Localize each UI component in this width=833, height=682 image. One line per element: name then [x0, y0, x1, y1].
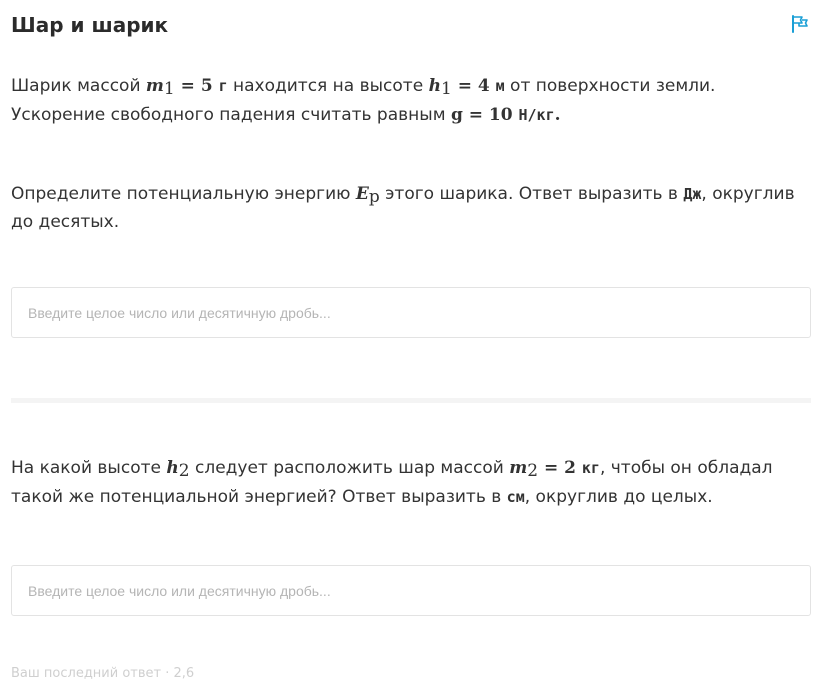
height1-unit: м [495, 77, 505, 95]
height1-variable: h [428, 76, 441, 96]
last-answer-note: Ваш последний ответ · 2,6 [11, 666, 195, 681]
mass1-subscript: 1 [163, 79, 175, 99]
text: , чтобы он обладал такой же потенциальной энергией? Ответ выразить в [11, 458, 773, 507]
energy-subscript: p [368, 187, 380, 207]
gravity-unit: Н/кг [518, 106, 555, 124]
text: , округлив до целых. [524, 487, 713, 507]
answer-1-input[interactable] [11, 287, 811, 338]
text: На какой высоте [11, 458, 167, 478]
text: этого шарика. Ответ выразить в [379, 184, 684, 204]
text: от поверхности земли. Ускорение свободного падения считать равным [11, 76, 716, 125]
mass2-subscript: 2 [527, 461, 539, 481]
question-1 [11, 180, 811, 236]
gravity-value: = 10 [462, 105, 519, 125]
height2-unit: см [506, 488, 525, 506]
task-title: Шар и шарик [11, 13, 169, 37]
section-divider [11, 398, 811, 403]
flag-icon[interactable] [790, 14, 810, 34]
mass2-value: = 2 [538, 458, 582, 478]
height2-subscript: 2 [178, 461, 190, 481]
mass2-variable: m [509, 458, 528, 478]
problem-statement [11, 72, 811, 130]
question-2 [11, 454, 811, 512]
height1-value: = 4 [451, 76, 496, 96]
text: находится на высоте [227, 76, 429, 96]
mass1-value: = 5 [174, 76, 219, 96]
text: , округлив до десятых. [11, 184, 795, 232]
height2-variable: h [166, 458, 179, 478]
text: . [554, 105, 561, 125]
mass1-unit: г [218, 77, 228, 95]
text: Шарик массой [11, 76, 146, 96]
energy-unit: Дж [683, 185, 702, 203]
answer-2-input[interactable] [11, 565, 811, 616]
height1-subscript: 1 [440, 79, 452, 99]
gravity-variable: g [450, 105, 463, 125]
text: следует расположить шар массой [189, 458, 510, 478]
mass2-unit: кг [581, 459, 600, 477]
energy-variable: E [355, 184, 369, 204]
text: Определите потенциальную энергию [11, 184, 356, 204]
mass1-variable: m [145, 76, 164, 96]
